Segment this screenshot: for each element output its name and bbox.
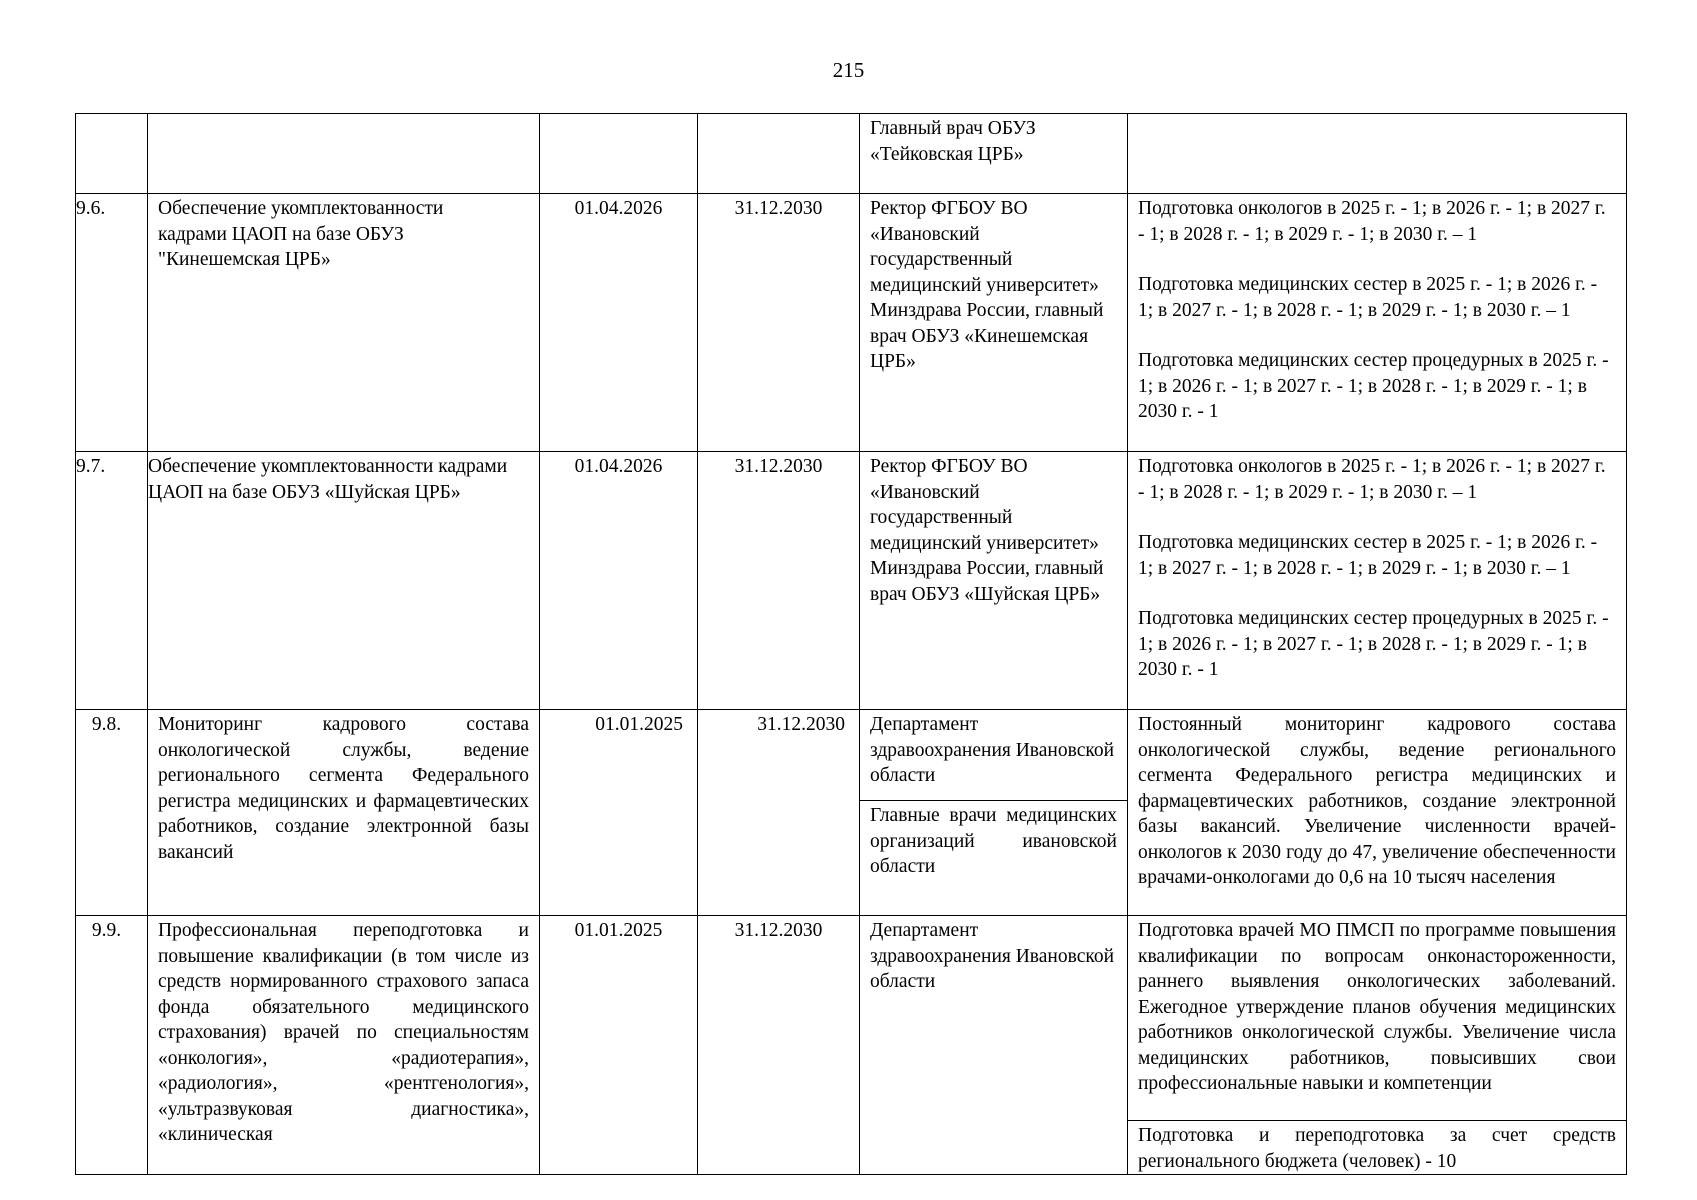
expected-result <box>1128 452 1627 710</box>
end-date: 31.12.2030 <box>698 452 860 710</box>
table-row <box>76 194 1627 452</box>
row-number: 9.7. <box>76 452 148 710</box>
end-date: 31.12.2030 <box>698 710 860 916</box>
activity-title: Обеспечение укомплектованности кадрами ЦАОП на базе ОБУЗ "Кинешемская ЦРБ» <box>148 194 540 452</box>
start-date: 01.04.2026 <box>540 452 698 710</box>
expected-result <box>1128 114 1627 194</box>
responsible: Ректор ФГБОУ ВО «Ивановский государственный медицинский университет» Минздрава России, главный врач ОБУЗ «Шуйская ЦРБ» <box>860 452 1128 710</box>
page-number: 215 <box>832 58 865 82</box>
expected-result <box>1128 194 1627 452</box>
activity-table <box>75 113 1627 1175</box>
result-item: Подготовка медицинских сестер в 2025 г. - 1; в 2026 г. - 1; в 2027 г. - 1; в 2028 г. - 1; в 2029 г. - 1; в 2030 г. – 1 <box>1138 532 1598 579</box>
row-number: 9.8. <box>76 710 148 916</box>
activity-title: Профессиональная переподготовка и повышение квалификации (в том числе из средств нормированного страхового запаса фонда обязательного медицинского страхования) врачей по специальностям «онкология», «радиотерапия», «радиология», «рентгенология», «ультразвуковая диагностика», «клиническая <box>148 916 540 1175</box>
row-number <box>76 114 148 194</box>
expected-result: Постоянный мониторинг кадрового состава онкологической службы, ведение регионального сегмента Федерального регистра медицинских и фармацевтических работников, создание электронной базы вакансий. Увеличение численности врачей-онкологов к 2030 году до 47, увеличение обеспеченности врачами-онкологами до 0,6 на 10 тысяч населения <box>1128 710 1627 916</box>
end-date: 31.12.2030 <box>698 916 860 1175</box>
activity-title <box>148 114 540 194</box>
end-date <box>698 114 860 194</box>
responsible: Ректор ФГБОУ ВО «Ивановский государственный медицинский университет» Минздрава России, главный врач ОБУЗ «Кинешемская ЦРБ» <box>860 194 1128 452</box>
activity-title: Мониторинг кадрового состава онкологической службы, ведение регионального сегмента Федерального регистра медицинских и фармацевтических работников, создание электронной базы вакансий <box>148 710 540 916</box>
table-row <box>76 114 1627 194</box>
expected-result: Подготовка врачей МО ПМСП по программе повышения квалификации по вопросам онконастороженности, раннего выявления онкологических заболеваний. Ежегодное утверждение планов обучения медицинских работников онкологической службы. Увеличение числа медицинских работников, повысивших свои профессиональные навыки и компетенции <box>1128 916 1627 1121</box>
result-item: Подготовка онкологов в 2025 г. - 1; в 2026 г. - 1; в 2027 г. - 1; в 2028 г. - 1; в 2029 г. - 1; в 2030 г. – 1 <box>1138 456 1606 503</box>
row-number: 9.6. <box>76 194 148 452</box>
result-item: Подготовка медицинских сестер в 2025 г. - 1; в 2026 г. - 1; в 2027 г. - 1; в 2028 г. - 1; в 2029 г. - 1; в 2030 г. – 1 <box>1138 274 1598 321</box>
end-date: 31.12.2030 <box>698 194 860 452</box>
result-item: Подготовка медицинских сестер процедурных в 2025 г. - 1; в 2026 г. - 1; в 2027 г. - 1; в 2028 г. - 1; в 2029 г. - 1; в 2030 г. - 1 <box>1138 608 1609 680</box>
responsible: Департамент здравоохранения Ивановской области <box>860 916 1128 1175</box>
table-row <box>76 710 1627 801</box>
table-row <box>76 452 1627 710</box>
start-date: 01.01.2025 <box>540 710 698 916</box>
responsible: Главный врач ОБУЗ «Тейковская ЦРБ» <box>860 114 1128 194</box>
result-item: Подготовка онкологов в 2025 г. - 1; в 2026 г. - 1; в 2027 г. - 1; в 2028 г. - 1; в 2029 г. - 1; в 2030 г. – 1 <box>1138 198 1606 245</box>
expected-result: Подготовка и переподготовка за счет средств регионального бюджета (человек) - 10 <box>1128 1121 1627 1175</box>
activity-title: Обеспечение укомплектованности кадрами ЦАОП на базе ОБУЗ «Шуйская ЦРБ» <box>148 452 540 710</box>
start-date: 01.01.2025 <box>540 916 698 1175</box>
table-row <box>76 916 1627 1121</box>
row-number: 9.9. <box>76 916 148 1175</box>
result-item: Подготовка медицинских сестер процедурных в 2025 г. - 1; в 2026 г. - 1; в 2027 г. - 1; в 2028 г. - 1; в 2029 г. - 1; в 2030 г. - 1 <box>1138 350 1609 422</box>
responsible: Департамент здравоохранения Ивановской области <box>860 710 1128 801</box>
start-date <box>540 114 698 194</box>
responsible: Главные врачи медицинских организаций ивановской области <box>860 801 1128 916</box>
start-date: 01.04.2026 <box>540 194 698 452</box>
